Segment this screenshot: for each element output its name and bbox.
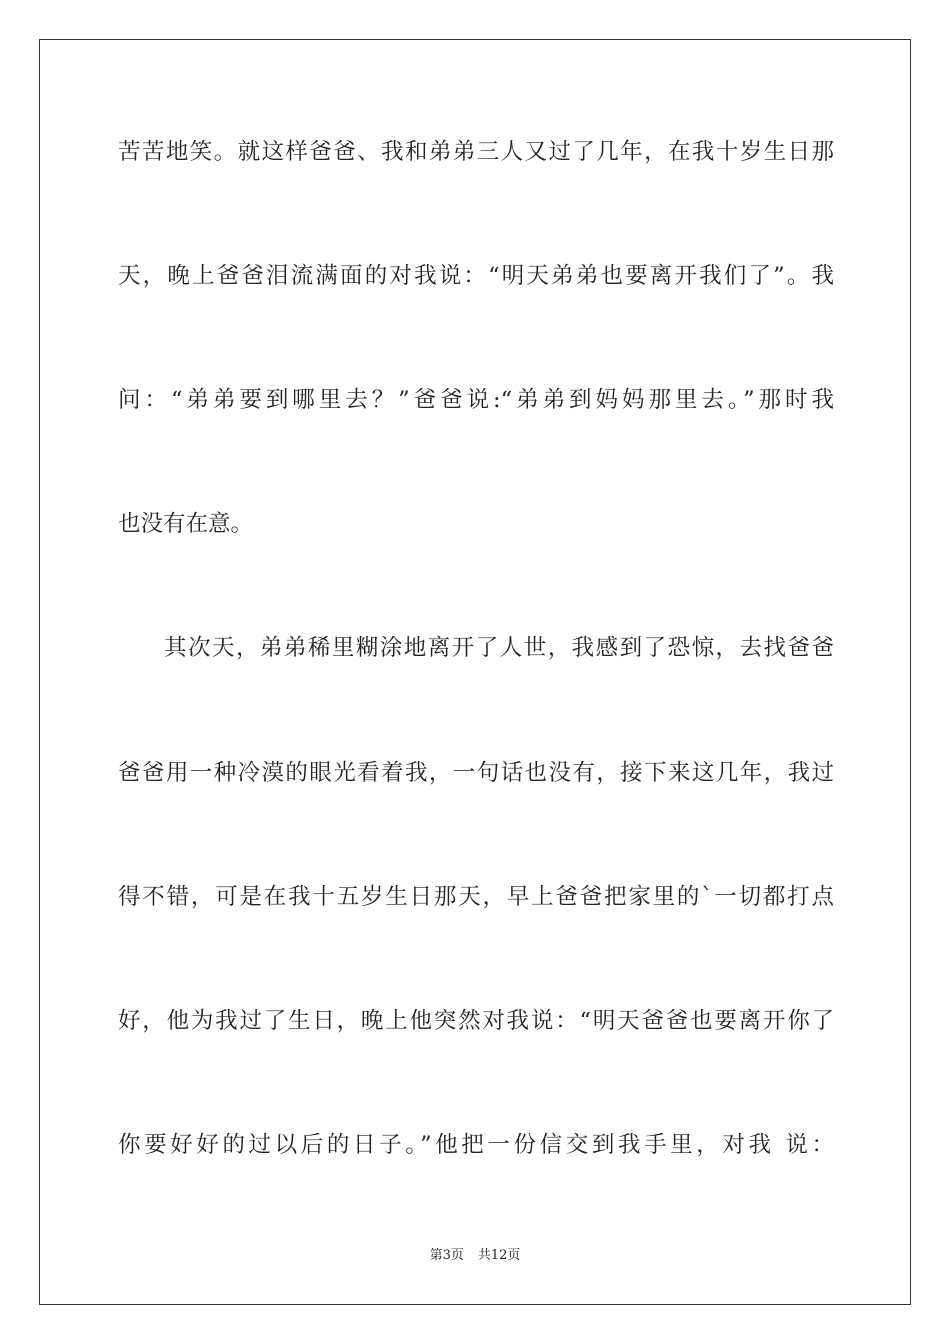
page-total: 共12页 <box>477 1248 521 1263</box>
text-line: 苦苦地笑。就这样爸爸、我和弟弟三人又过了几年，在我十岁生日那 <box>118 139 834 165</box>
text-line: 天，晚上爸爸泪流满面的对我说：“明天弟弟也要离开我们了”。我 <box>118 263 834 289</box>
text-line: 好，他为我过了生日，晚上他突然对我说：“明天爸爸也要离开你了 <box>118 1008 834 1034</box>
text-line: 问：“弟弟要到哪里去？”爸爸说:“弟弟到妈妈那里去。”那时我 <box>118 387 834 413</box>
text-line: 也没有在意。 <box>118 511 254 537</box>
page-footer <box>0 1247 950 1265</box>
page-number: 第3页 <box>429 1248 464 1263</box>
text-line: 得不错，可是在我十五岁生日那天，早上爸爸把家里的`一切都打点 <box>118 884 834 910</box>
text-line: 你要好好的过以后的日子。”他把一份信交到我手里，对我 说： <box>118 1132 834 1158</box>
text-line: 爸爸用一种冷漠的眼光看着我，一句话也没有，接下来这几年，我过 <box>118 760 834 786</box>
text-line: 其次天，弟弟稀里糊涂地离开了人世，我感到了恐惊，去找爸爸 <box>164 635 834 661</box>
